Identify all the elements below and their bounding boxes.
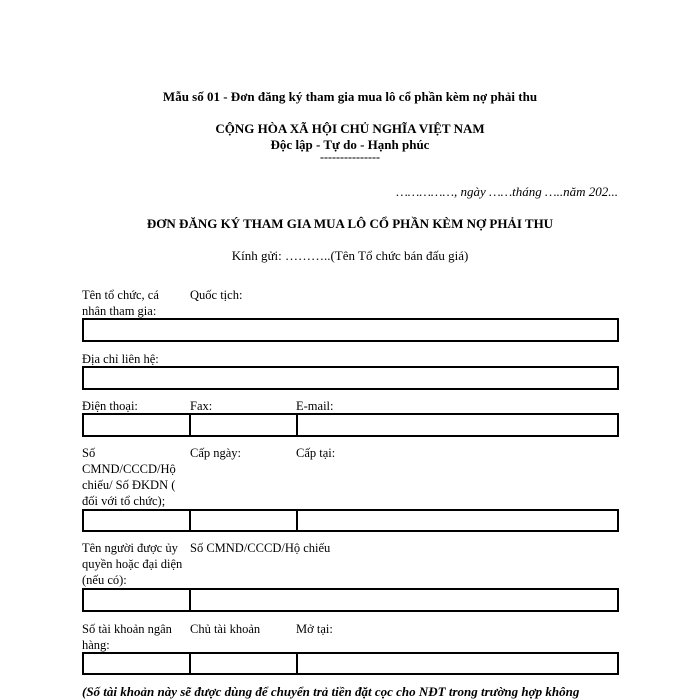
authorized-person-label: Tên người được ủy quyền hoặc đại diện (nếu có): [82,541,183,587]
email-field[interactable] [296,413,619,437]
issue-place-field[interactable] [296,509,619,532]
fax-label: Fax: [190,399,213,413]
bank-account-label: Số tài khoản ngân hàng: [82,622,172,652]
form-code: Mẫu số 01 - Đơn đăng ký tham gia mua lô cổ phần kèm nợ phải thu [162,89,538,104]
participant-name-label: Tên tổ chức, cá nhân tham gia: [82,288,159,318]
id-number-field[interactable] [82,509,191,532]
addressee: Kính gửi: ………..(Tên Tổ chức bán đấu giá) [231,248,469,263]
authorized-id-field[interactable] [189,588,619,612]
bank-opened-at-label: Mở tại: [296,622,333,636]
header-divider: --------------- [320,150,380,164]
id-number-label: Số CMND/CCCD/Hộ chiếu/ Số ĐKDN ( đối với tổ chức); [82,446,176,508]
participant-name-field[interactable] [82,318,619,342]
email-label: E-mail: [296,399,334,413]
issue-place-label: Cấp tại: [296,446,336,460]
date-line: ……………, ngày ……tháng …..năm 202... [396,184,618,199]
bank-account-note: (Số tài khoản này sẽ được dùng để chuyển trả tiền đặt cọc cho NĐT trong trường hợp không [82,684,580,699]
document-title: ĐƠN ĐĂNG KÝ THAM GIA MUA LÔ CỔ PHẦN KÈM NỢ PHẢI THU [146,216,554,231]
phone-label: Điện thoại: [82,399,138,413]
issue-date-label: Cấp ngày: [190,446,242,460]
authorized-person-field[interactable] [82,588,191,612]
nationality-label: Quốc tịch: [190,288,243,302]
address-label: Địa chỉ liên hệ: [82,352,159,366]
account-holder-label: Chủ tài khoản [190,622,261,636]
authorized-id-label: Số CMND/CCCD/Hộ chiếu [190,541,331,555]
bank-account-field[interactable] [82,652,191,675]
issue-date-field[interactable] [189,509,298,532]
address-field[interactable] [82,366,619,390]
phone-field[interactable] [82,413,191,437]
account-holder-field[interactable] [189,652,298,675]
motto: Độc lập - Tự do - Hạnh phúc [270,137,430,152]
country-name: CỘNG HÒA XÃ HỘI CHỦ NGHĨA VIỆT NAM [215,121,485,136]
bank-opened-at-field[interactable] [296,652,619,675]
fax-field[interactable] [189,413,298,437]
